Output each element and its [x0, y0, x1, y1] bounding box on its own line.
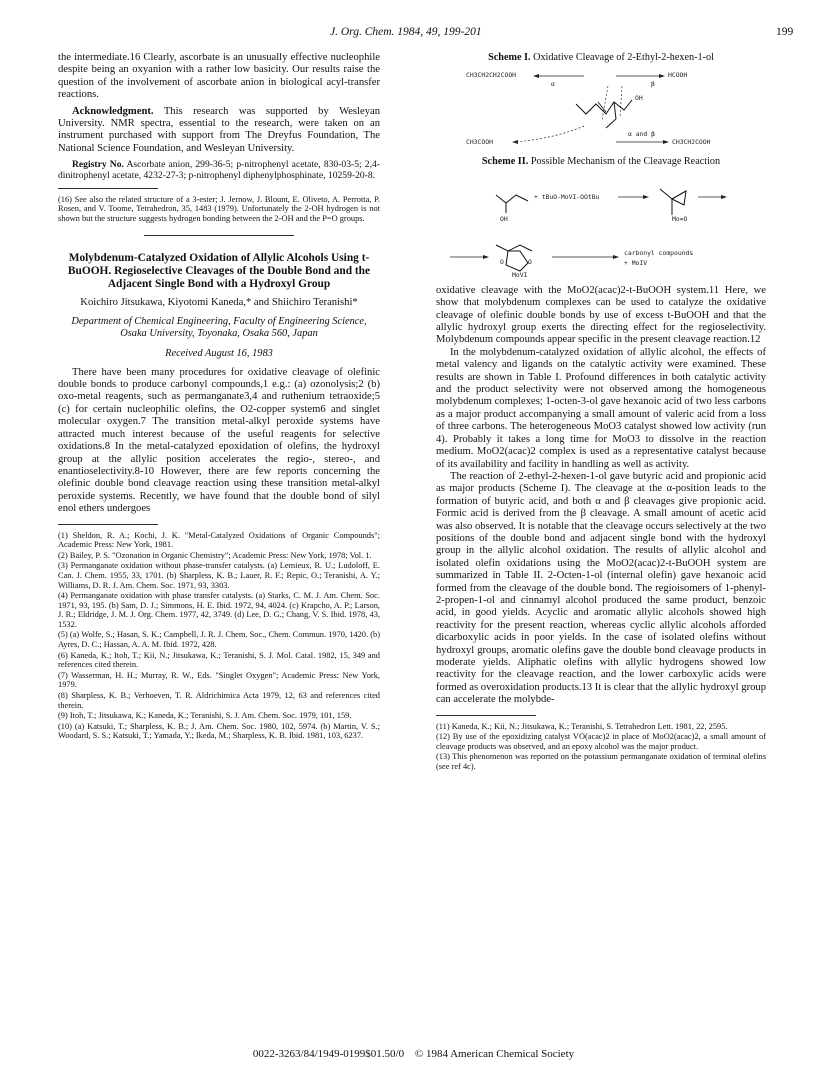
footnote-2: (2) Bailey, P. S. "Ozonation in Organic Chemistry"; Academic Press: New York, 1978; Vol. 1.: [58, 550, 372, 560]
cleavage-line-beta: [620, 86, 622, 118]
scheme2-oh-label: OH: [500, 214, 508, 223]
footnote-10: (10) (a) Katsuki, T.; Sharpless, K. B.; J. Am. Chem. Soc. 1980, 102, 5974. (b) Martin, V. S.; Woodard, S. S.; Katsuki, T.; Yamada, Y.; Ikeda, M.; Sharpless, K. B. Ibid. 1981, 103, 6237.: [58, 721, 380, 741]
arrowhead-propionic: [663, 140, 669, 144]
body-paragraph-1: oxidative cleavage with the MoO2(acac)2-t-BuOOH system.11 Here, we show that molybdenum complexes can be used to catalyze the oxidative cleavage of olefinic double bonds by use of excess t-BuOOH and that the allylic hydroxyl group exerts the directing effect for the regioselectivity. Molybdenum compounds appear specific in the present cleavage reaction.12: [436, 284, 766, 346]
scheme-2-caption: Possible Mechanism of the Cleavage Reaction: [530, 156, 721, 168]
registry-label: Registry No.: [72, 159, 124, 171]
registry-text: Ascorbate anion, 299-36-5; p-nitrophenyl acetate, 830-03-5; 2,4-dinitrophenyl acetate, 4232-27-3; p-nitrophenyl diphenylphosphinate, 10259-20-8.: [58, 159, 380, 182]
footnote-4: (4) Permanganate oxidation with phase transfer catalysts. (a) Starks, C. M. J. Am. Chem. Soc. 1971, 93, 195. (b) Sam, D. J.; Simmons, H. E. Ibid. 1972, 94, 4024. (c) Krapcho, A. P.; Larson, J. R.; Eldridge, J. M. J. Org. Chem. 1977, 42, 3749. (d) Lee, D. G.; Chang, V. S. Ibid. 1978, 43, 1532.: [58, 591, 380, 629]
propionic-acid-label: CH3CH2COOH: [672, 138, 711, 147]
acknowledgment-label: Acknowledgment.: [72, 105, 154, 117]
footnote-rule-3: [436, 715, 536, 716]
dioxolane-ring: [506, 251, 528, 271]
footnote-rule-2: [58, 524, 158, 525]
oxygen-label-2: O: [528, 257, 532, 266]
footnote-16: [58, 195, 380, 224]
alpha-beta-label: α and β: [628, 130, 655, 139]
footnote-13: (13) This phenomenon was reported on the potassium permanganate oxidation of terminal olefins (see ref 4c).: [436, 752, 766, 771]
arrowhead-step-4: [613, 255, 619, 259]
oxygen-label-1: O: [500, 257, 504, 266]
page-number: 199: [776, 26, 794, 38]
mo-vi-label: MoVI: [512, 270, 528, 279]
ethyl-branch: [614, 102, 616, 119]
acetic-acid-label: CH3COOH: [466, 138, 493, 147]
arrowhead-formic: [659, 74, 665, 78]
footnote-rule: [58, 188, 158, 189]
registry-numbers: [58, 159, 380, 181]
article-title: Molybdenum-Catalyzed Oxidation of Allylic Alcohols Using t-BuOOH. Regioselective Cleavages of the Double Bond and the Adjacent Single Bond with a Hydroxyl Group: [67, 252, 371, 291]
scheme-1-title: [436, 52, 766, 64]
footnote-11: (11) Kaneda, K.; Kii, N.; Jitsukawa, K.; Teranishi, S. Tetrahedron Lett. 1981, 22, 2595.: [436, 721, 728, 731]
footnote-1: (1) Sheldon, R. A.; Kochi, J. K. "Metal-Catalyzed Oxidations of Organic Compounds"; Academic Press: New York, 1981.: [58, 530, 380, 550]
mo-oxo-label: Mo=O: [672, 214, 688, 223]
footnote-8: (8) Sharpless, K. B.; Verhoeven, T. R. Aldrichimica Acta 1979, 12, 63 and references cited therein.: [58, 691, 380, 710]
butyric-acid-label: CH3CH2CH2COOH: [466, 71, 517, 80]
footnote-3: (3) Permanganate oxidation without phase-transfer catalysts. (a) Lemieux, R. U.; Ludoloff, E. Can. J. Chem. 1955, 33, 1701. (b) Sharpless, K. B.; Lauer, R. F.; Repic, O.; Teranishi, A. Y.; Williams, D. R. J. Am. Chem. Soc. 1971, 93, 3303.: [58, 561, 380, 590]
body-paragraph-3: The reaction of 2-ethyl-2-hexen-1-ol gave butyric acid and propionic acid as major products (Scheme I). The cleavage at the α-position leads to the formation of butyric acid, and both α and β cleavages give propionic acid. Formic acid is derived from the β cleavage. A small amount of acetic acid was also observed. It is notable that the cleavage occurs selectively at the two positions of the double bond and adjacent single bond with the hydroxyl group in the allylic alcohol oxidation. The results of allylic alcohol and isolated olefin oxidations using the MoO2(acac)2-t-BuOOH system are summarized in Table II. 2-Octen-1-ol (internal olefin) gave hexanoic acid formed from the cleavage of the double bond. The regioisomers of 1-phenyl-2-propen-1-ol and cinnamyl alcohol produced the same product, benzoic acid, in good yields. Acyclic and aromatic allylic alcohols showed high reactivity for the present reaction, whereas cyclic allylic alcohols afforded dicarboxylic acids in poor yields. In the case of isolated olefins without hydroxyl groups, aromatic olefins gave the double bond cleavage products in moderate yields. Aliphatic olefins with allylic hydrogens showed low reactivity for the cleavage reaction, and the lower carboxylic acids were formed as overoxidation products.13 It is clear that the allylic hydroxyl group can accelerate the molybde-: [436, 470, 766, 706]
mo-iv-label: + MoIV: [624, 258, 648, 267]
arrowhead-step-1: [643, 195, 649, 199]
scheme-2-label: Scheme II.: [481, 156, 529, 168]
carbonyl-products-label: carbonyl compounds: [624, 248, 694, 257]
acknowledgment-text: This research was supported by Wesleyan University. NMR spectra, essential to the research, were taken on an instrument purchased with support from The Dreyfus Foundation, The National Science Foundation, and Wesleyan University.: [58, 105, 380, 154]
intro-paragraph: There have been many procedures for oxidative cleavage of olefinic double bonds to produce carbonyl compounds,1 e.g.: (a) ozonolysis;2 (b) oxo-metal reagents, such as permanganate3,4 and ruthenium tetraoxide;5 (c) for certain nucleophilic olefins, the O2-copper system6 and singlet molecular oxygen.7 The transition metal-alkyl peroxide systems have attracted much interest because of the useful reagents for selective oxidations.8 In the metal-catalyzed epoxidation of olefins, the hydroxyl group at the allylic position accelerates the regio-, stereo-, and enantioselectivity.8-10 However, there are few reports concerning the olefinic double bond cleavage reaction using these transition metal-alkyl peroxide systems. Recently, we have found that the double bond of silyl enol ethers undergoes: [58, 366, 380, 515]
footnote-12: (12) By use of the epoxidizing catalyst VO(acac)2 in place of MoO2(acac)2, a small amount of cleavage products was observed, and an epoxy alcohol was the major product.: [436, 732, 766, 751]
ethyl-branch-end: [606, 119, 616, 128]
arrowhead-butyric: [533, 74, 539, 78]
issn-code: 0022-3263/84/1949-0199$01.50/0: [252, 1048, 405, 1060]
footnote-16-text: (16) See also the related structure of a 3-ester; J. Jernow, J. Blount, E. Oliveto, A. Perrotta, P. Rosen, and V. Toome, Tetrahedron, 35, 1483 (1979). Unfortunately the 2-OH hydrogen is not shown but the structure suggests hydrogen bonding between the 2-OH and the P=O groups.: [58, 194, 380, 223]
authors: Koichiro Jitsukawa, Kiyotomi Kaneda,* and Shiichiro Teranishi*: [80, 297, 358, 309]
scheme-1-label: Scheme I.: [488, 52, 531, 63]
received-date: Received August 16, 1983: [165, 348, 273, 360]
footnote-6: (6) Kaneda, K.; Itoh, T.; Kii, N.; Jitsukawa, K.; Teranishi, S. J. Mol. Catal. 1982, 15, 349 and references cited therein.: [58, 650, 380, 670]
arrow-acetic: [516, 126, 584, 142]
arrowhead-acetic: [512, 140, 518, 144]
acknowledgment: [58, 106, 380, 156]
article-separator: [144, 235, 294, 236]
footnote-9: (9) Itoh, T.; Jitsukawa, K.; Kaneda, K.; Teranishi, S. J. Am. Chem. Soc. 1979, 101, 159.: [58, 711, 352, 721]
epoxide-ring: [672, 191, 686, 205]
footnotes-left: [58, 531, 380, 741]
dioxolane-skeleton: [496, 245, 532, 251]
scheme-1-caption: Oxidative Cleavage of 2-Ethyl-2-hexen-1-ol: [533, 52, 714, 63]
footnotes-right: [436, 722, 766, 772]
left-column: [58, 52, 380, 742]
footnote-5: (5) (a) Wolfe, S.; Hasan, S. K.; Campbell, J. R. J. Chem. Soc., Chem. Commun. 1970, 1420. (b) Ayres, D. C.; Hassan, A. A. M. Ibid. 1972, 428.: [58, 630, 380, 650]
alpha-label-1: α: [551, 80, 555, 89]
scheme-2-title: [436, 156, 766, 168]
page-footer: [0, 1048, 827, 1060]
mo-reagent-label: + tBuO-MoVI-OOtBu: [534, 192, 600, 201]
right-column: [436, 52, 766, 773]
copyright: © 1984 American Chemical Society: [414, 1048, 575, 1060]
scheme-1-diagram: [436, 64, 766, 150]
opening-paragraph: the intermediate.16 Clearly, ascorbate is an unusually effective nucleophile despite being an oxyanion with a rather low basicity. Our results raise the question of the involvement of ascorbate anion in biological acyl-transfer reactions.: [58, 52, 380, 101]
formic-acid-label: HCOOH: [668, 71, 688, 80]
journal-citation: J. Org. Chem. 1984, 49, 199-201: [330, 26, 482, 38]
cleavage-line-alpha: [602, 86, 608, 120]
affiliation: Department of Chemical Engineering, Faculty of Engineering Science, Osaka University, Toyonaka, Osaka 560, Japan: [71, 315, 367, 340]
intermediate-skeleton: [660, 189, 686, 199]
hydroxyl-label: OH: [635, 94, 643, 103]
footnote-7: (7) Wasserman, H. H.; Murray, R. W., Eds. "Singlet Oxygen"; Academic Press: New York, 1979.: [58, 670, 380, 690]
arrowhead-step-2: [721, 195, 727, 199]
beta-label-1: β: [651, 80, 655, 89]
body-paragraph-2: In the molybdenum-catalyzed oxidation of allylic alcohol, the effects of metal valency and ligands on the catalytic activity were examined. These results are shown in Table I. Profound differences in both catalytic activity and the product selectivity were not observed among the homogeneous molybdenum complexes; 1-octen-3-ol gave hexanoic acid of two less carbons as a major product accompanying a small amount of valeric acid from a loss of three carbons. The heterogeneous MoO3 catalyst showed low activity (run 4). Probably it takes a long time for MoO3 to dissolve in the reaction medium. MoO2(acac)2 complex is used as a representative catalyst because of its availability and facility in handling as well as activity.: [436, 346, 766, 470]
scheme-2-diagram: [436, 169, 766, 281]
allyl-alcohol-skeleton: [496, 195, 528, 203]
arrowhead-step-3: [483, 255, 489, 259]
